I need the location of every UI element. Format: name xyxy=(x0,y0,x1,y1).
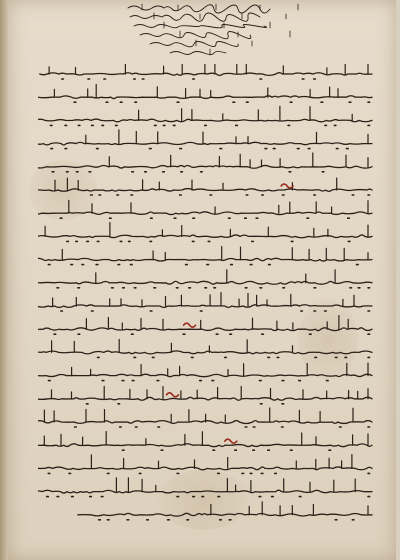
text-line xyxy=(38,490,372,493)
rubricated-mark xyxy=(184,323,196,327)
text-line xyxy=(38,235,372,238)
text-line xyxy=(40,73,372,76)
main-text-block xyxy=(38,64,374,538)
manuscript-page xyxy=(8,0,396,560)
text-line xyxy=(38,212,372,215)
text-line xyxy=(38,165,372,168)
text-line xyxy=(38,351,372,354)
rubricated-mark xyxy=(225,439,237,443)
text-line xyxy=(38,328,372,331)
rubricated-mark xyxy=(167,393,179,397)
text-line xyxy=(38,444,372,447)
text-line xyxy=(78,513,372,516)
marginal-note-handwriting xyxy=(120,2,326,60)
text-line xyxy=(38,467,372,470)
text-line xyxy=(38,258,372,261)
handwritten-lines xyxy=(38,64,372,520)
text-line xyxy=(38,281,372,284)
text-line xyxy=(38,189,372,192)
text-line xyxy=(38,374,372,377)
rubricated-mark xyxy=(281,184,293,188)
text-line xyxy=(38,119,372,122)
text-line xyxy=(38,142,372,145)
text-line xyxy=(38,397,372,400)
text-line xyxy=(38,305,372,308)
